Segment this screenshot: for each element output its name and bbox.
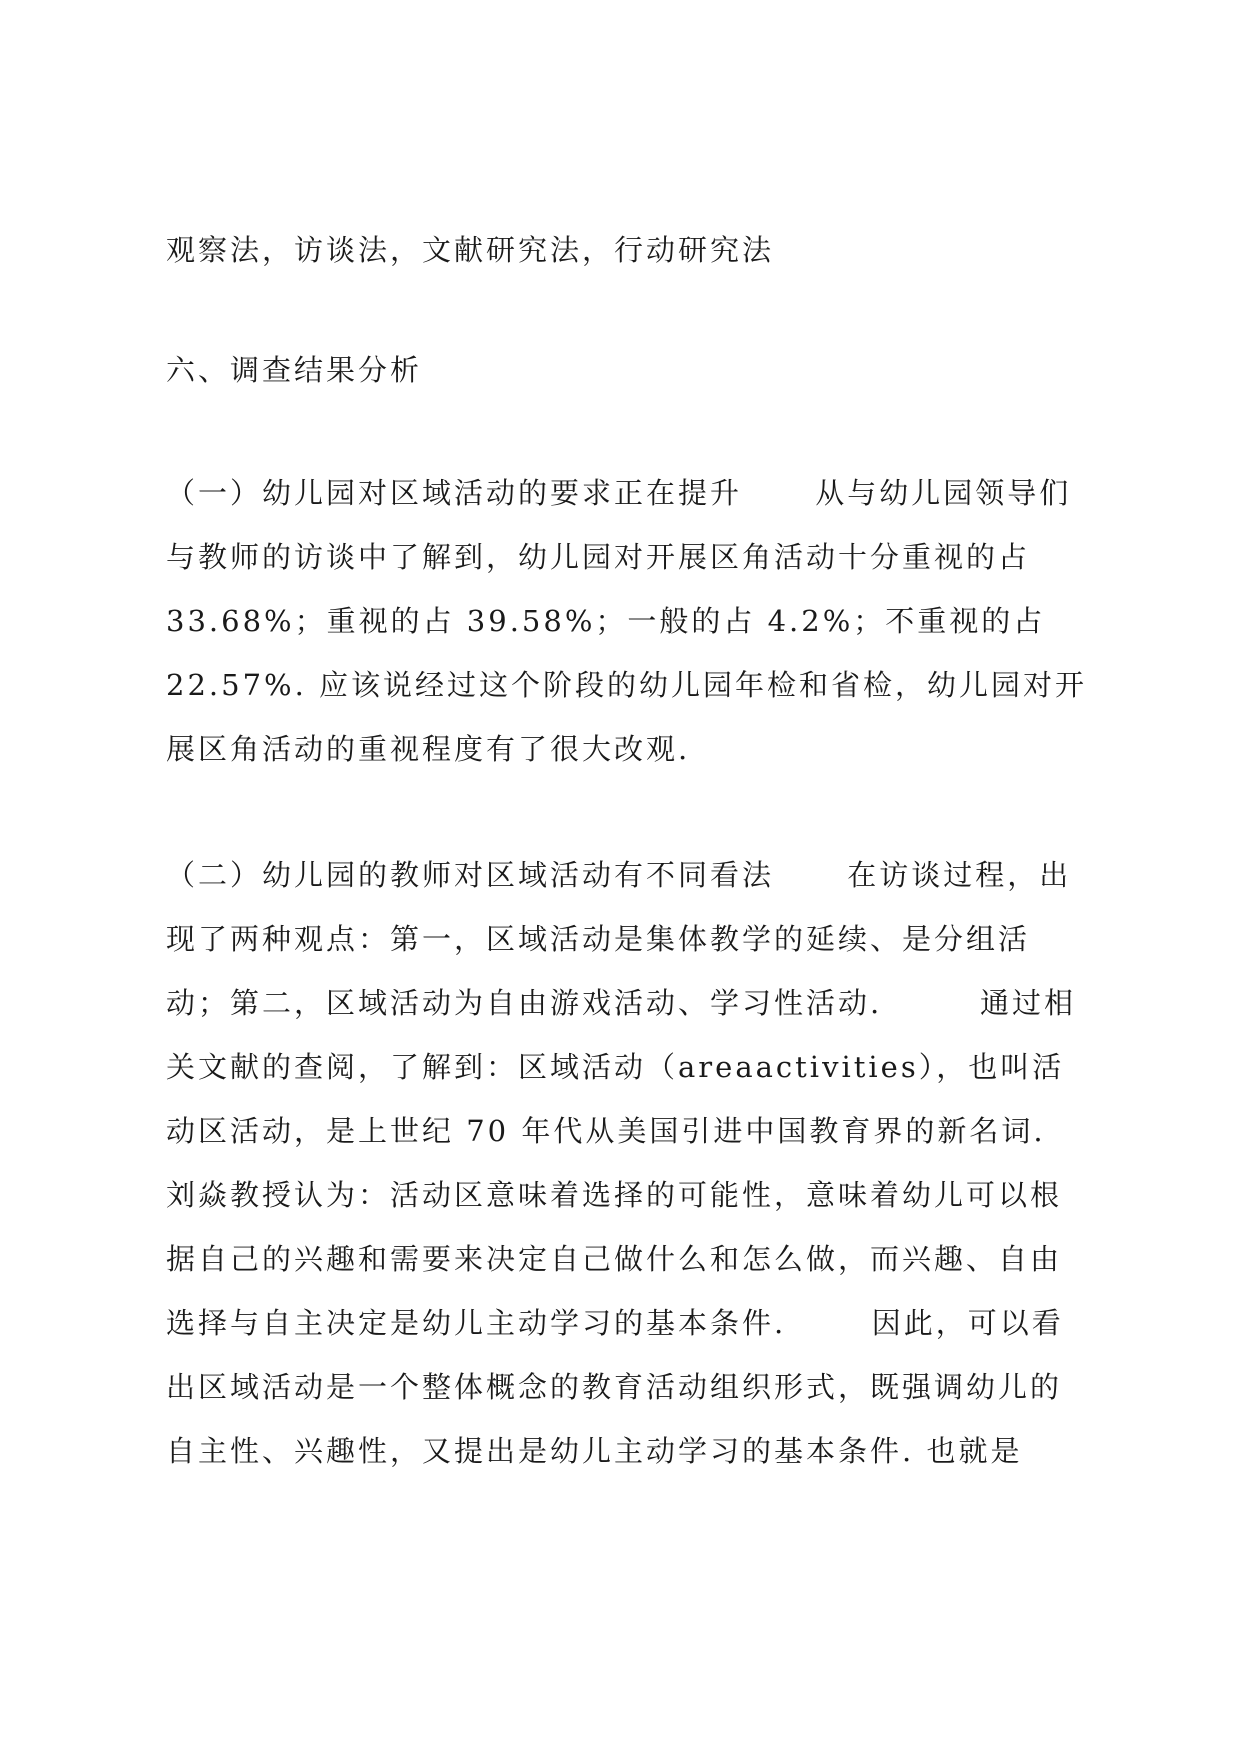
section-heading: 六、调查结果分析 xyxy=(166,353,423,387)
paragraph-1-line: 与教师的访谈中了解到，幼儿园对开展区角活动十分重视的占 xyxy=(166,540,1031,574)
paragraph-2-line: 出区域活动是一个整体概念的教育活动组织形式，既强调幼儿的 xyxy=(166,1370,1063,1404)
paragraph-2-line: 动区活动，是上世纪 70 年代从美国引进中国教育界的新名词. xyxy=(166,1114,1046,1148)
paragraph-2-line: 自主性、兴趣性，又提出是幼儿主动学习的基本条件. 也就是 xyxy=(166,1434,1023,1468)
paragraph-2-line: 现了两种观点：第一，区域活动是集体教学的延续、是分组活 xyxy=(166,922,1031,956)
paragraph-2-line: 关文献的查阅，了解到：区域活动（areaactivities），也叫活 xyxy=(166,1050,1065,1084)
paragraph-1-line: 33.68%；重视的占 39.58%；一般的占 4.2%；不重视的占 xyxy=(166,604,1046,638)
paragraph-2-line: 刘焱教授认为：活动区意味着选择的可能性，意味着幼儿可以根 xyxy=(166,1178,1063,1212)
paragraph-1-line: 22.57%. 应该说经过这个阶段的幼儿园年检和省检，幼儿园对开 xyxy=(166,668,1088,702)
paragraph-2-line: 动；第二，区域活动为自由游戏活动、学习性活动. 通过相 xyxy=(166,986,1076,1020)
methods-line: 观察法，访谈法，文献研究法，行动研究法 xyxy=(166,233,775,267)
paragraph-2-line: 据自己的兴趣和需要来决定自己做什么和怎么做，而兴趣、自由 xyxy=(166,1242,1063,1276)
paragraph-2-line: 选择与自主决定是幼儿主动学习的基本条件. 因此，可以看 xyxy=(166,1306,1064,1340)
paragraph-1-line: （一）幼儿园对区域活动的要求正在提升 从与幼儿园领导们 xyxy=(166,476,1072,510)
paragraph-2-line: （二）幼儿园的教师对区域活动有不同看法 在访谈过程，出 xyxy=(166,858,1072,892)
paragraph-1-line: 展区角活动的重视程度有了很大改观. xyxy=(166,732,691,766)
